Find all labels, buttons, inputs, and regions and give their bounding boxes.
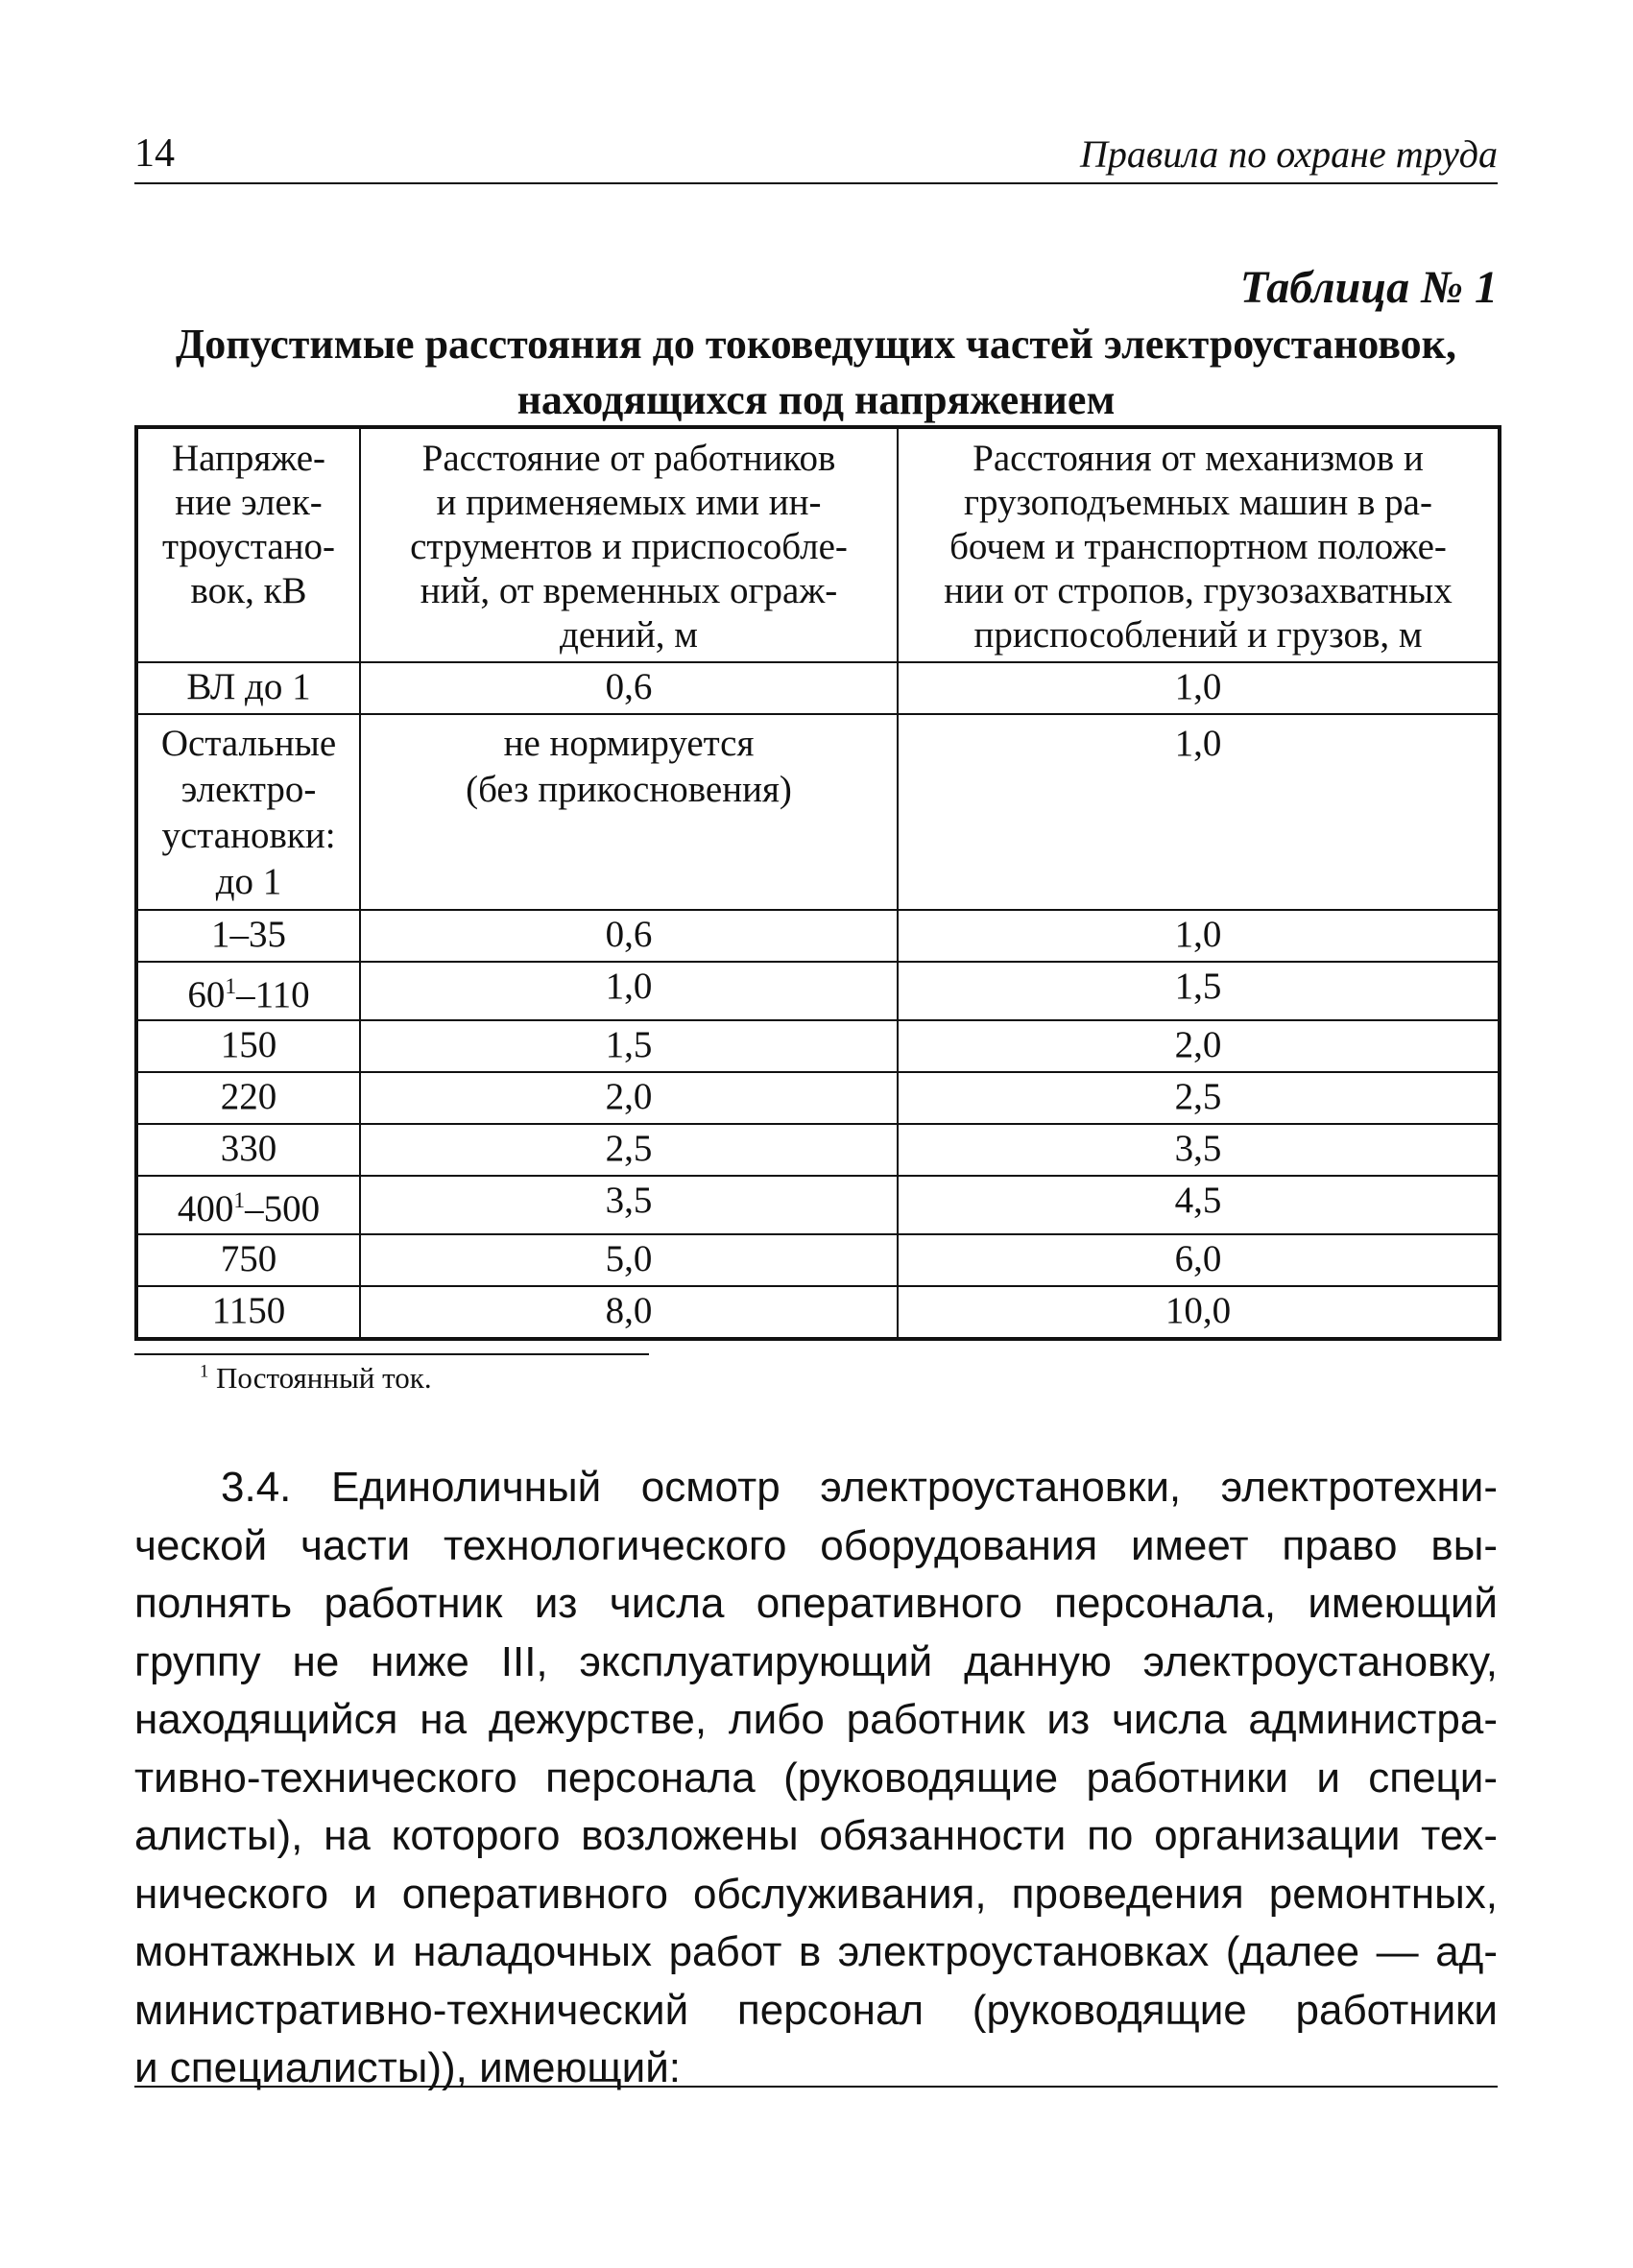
cell-line: электро- (180, 769, 317, 810)
table-row (136, 910, 1500, 962)
footnote (200, 1361, 432, 1396)
header-line: Напряже- (172, 438, 325, 479)
table-row (136, 962, 1500, 1020)
paragraph-line: министративно-технический персонал (руководящие работники (134, 1986, 1498, 2034)
header-line: ний, от временных ограж- (420, 570, 838, 611)
workers-distance-cell: 1,5 (360, 1020, 898, 1072)
workers-distance-cell (360, 714, 898, 910)
bottom-divider (134, 2086, 1498, 2088)
paragraph-line: ческой части технологического оборудования имеет право вы- (134, 1521, 1498, 1569)
voltage-cell (136, 962, 360, 1020)
header-line: Расстояние от работников (421, 438, 836, 479)
machines-distance-cell: 2,5 (898, 1072, 1500, 1124)
footnote-marker: 1 (225, 974, 237, 999)
table-header-row (136, 427, 1500, 662)
header-workers-distance (360, 427, 898, 662)
voltage-value: 60 (187, 974, 226, 1015)
workers-distance-cell: 1,0 (360, 962, 898, 1020)
table-row (136, 1286, 1500, 1339)
voltage-cell: 220 (136, 1072, 360, 1124)
header-voltage (136, 427, 360, 662)
voltage-cell: 150 (136, 1020, 360, 1072)
voltage-cell (136, 714, 360, 910)
cell-line: Остальные (160, 723, 337, 764)
machines-distance-cell: 4,5 (898, 1176, 1500, 1234)
paragraph-line: группу не ниже III, эксплуатирующий данную электроустановку, (134, 1637, 1498, 1685)
paragraph-line: полнять работник из числа оперативного персонала, имеющий (134, 1580, 1498, 1627)
machines-distance-cell: 2,0 (898, 1020, 1500, 1072)
table-title-line: Допустимые расстояния до токоведущих частей электроустановок, (175, 321, 1457, 368)
paragraph-line: алисты), на которого возложены обязанности по организации тех- (134, 1812, 1498, 1859)
table-row (136, 662, 1500, 714)
paragraph-line: тивно-технического персонала (руководящие работники и специ- (134, 1754, 1498, 1802)
header-line: грузоподъемных машин в ра- (964, 482, 1432, 523)
header-line: троустано- (161, 526, 336, 567)
voltage-cell: 330 (136, 1124, 360, 1176)
page-number: 14 (134, 131, 175, 176)
header-machines-distance (898, 427, 1500, 662)
header-line: вок, кВ (190, 570, 307, 611)
table-row (136, 1072, 1500, 1124)
body-paragraph (134, 1459, 1498, 2098)
cell-line: установки: (161, 815, 336, 856)
workers-distance-cell: 2,0 (360, 1072, 898, 1124)
table-row (136, 1176, 1500, 1234)
table-row (136, 1020, 1500, 1072)
running-title: Правила по охране труда (1080, 132, 1498, 176)
machines-distance-cell: 1,5 (898, 962, 1500, 1020)
table-label: Таблица № 1 (1239, 262, 1498, 313)
workers-distance-cell: 0,6 (360, 910, 898, 962)
workers-distance-cell: 5,0 (360, 1234, 898, 1286)
voltage-cell: 1–35 (136, 910, 360, 962)
running-header (134, 125, 1498, 184)
header-line: Расстояния от механизмов и (973, 438, 1424, 479)
header-line: и применяемых ими ин- (436, 482, 822, 523)
paragraph-line: находящийся на дежурстве, либо работник из числа администра- (134, 1696, 1498, 1743)
table-title (134, 317, 1498, 428)
footnote-marker: 1 (200, 1361, 209, 1382)
footnote-divider (134, 1353, 649, 1355)
footnote-text: Постоянный ток. (216, 1361, 432, 1395)
footnote-marker: 1 (233, 1188, 246, 1213)
voltage-cell: 750 (136, 1234, 360, 1286)
table-row (136, 1124, 1500, 1176)
table-row (136, 1234, 1500, 1286)
voltage-value: 400 (177, 1188, 234, 1229)
header-line: приспособлений и грузов, м (973, 614, 1423, 656)
workers-distance-cell: 2,5 (360, 1124, 898, 1176)
machines-distance-cell: 10,0 (898, 1286, 1500, 1339)
header-line: нии от стропов, грузозахватных (944, 570, 1453, 611)
workers-distance-cell: 3,5 (360, 1176, 898, 1234)
voltage-cell: ВЛ до 1 (136, 662, 360, 714)
paragraph-line: 3.4. Единоличный осмотр электроустановки, электротехни- (221, 1464, 1498, 1511)
machines-distance-cell: 1,0 (898, 662, 1500, 714)
distances-table (134, 425, 1501, 1341)
paragraph-line: и специалисты)), имеющий: (134, 2044, 682, 2091)
voltage-cell (136, 1176, 360, 1234)
table-title-line: находящихся под напряжением (516, 376, 1116, 423)
header-line: ние элек- (175, 482, 323, 523)
machines-distance-cell: 6,0 (898, 1234, 1500, 1286)
table-row (136, 714, 1500, 910)
header-line: струментов и приспособле- (410, 526, 848, 567)
voltage-cell: 1150 (136, 1286, 360, 1339)
voltage-value-tail: –500 (245, 1188, 321, 1229)
header-line: бочем и транспортном положе- (949, 526, 1447, 567)
workers-distance-cell: 0,6 (360, 662, 898, 714)
machines-distance-cell: 1,0 (898, 910, 1500, 962)
machines-distance-cell: 1,0 (898, 714, 1500, 910)
cell-line: (без прикосновения) (466, 769, 792, 810)
cell-line: не нормируется (503, 723, 755, 764)
workers-distance-cell: 8,0 (360, 1286, 898, 1339)
voltage-value-tail: –110 (236, 974, 310, 1015)
cell-line: до 1 (215, 861, 282, 902)
header-line: дений, м (560, 614, 698, 656)
machines-distance-cell: 3,5 (898, 1124, 1500, 1176)
paragraph-line: монтажных и наладочных работ в электроустановках (далее — ад- (134, 1928, 1498, 1975)
paragraph-line: нического и оперативного обслуживания, проведения ремонтных, (134, 1870, 1498, 1918)
